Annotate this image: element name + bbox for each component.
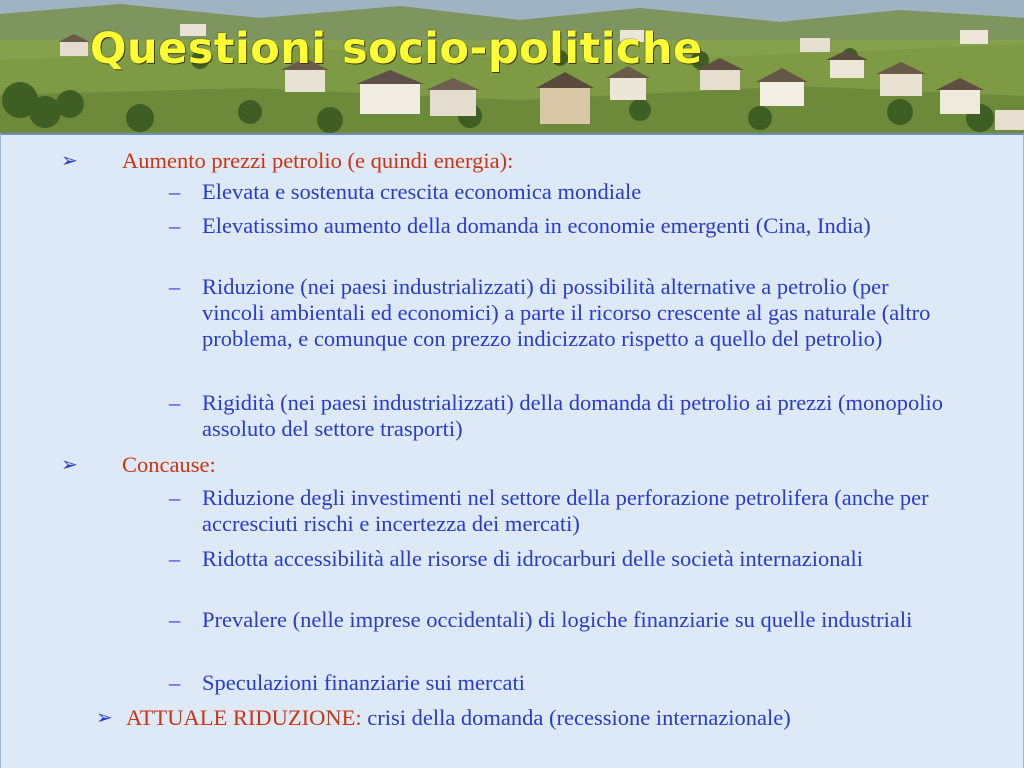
highlight-description: crisi della domanda (recessione internazionale) <box>361 705 791 730</box>
bullet-level1-text: Aumento prezzi petrolio (e quindi energia): <box>122 148 514 173</box>
dash-bullet-icon: – <box>169 390 181 415</box>
bullet-level2-item <box>169 607 949 633</box>
dash-bullet-icon: – <box>169 607 181 632</box>
header-banner-photo <box>0 0 1024 133</box>
dash-bullet-icon: – <box>169 485 181 510</box>
dash-bullet-icon: – <box>169 179 181 204</box>
bullet-level2-text: Ridotta accessibilità alle risorse di idrocarburi delle società internazionali <box>202 546 864 571</box>
bullet-level2-text: Riduzione degli investimenti nel settore della perforazione petrolifera (anche per accresciuti rischi e incertezza dei mercati) <box>202 485 929 536</box>
bullet-level2-text: Elevata e sostenuta crescita economica mondiale <box>202 179 642 204</box>
highlight-label: ATTUALE RIDUZIONE: <box>126 705 362 730</box>
bullet-level1-item <box>96 705 816 731</box>
bullet-level2-item <box>169 546 949 572</box>
arrow-bullet-icon: ➢ <box>96 707 113 729</box>
bullet-level2-text: Prevalere (nelle imprese occidentali) di logiche finanziarie su quelle industriali <box>202 607 913 632</box>
dash-bullet-icon: – <box>169 274 181 299</box>
bullet-level2-text: Speculazioni finanziarie sui mercati <box>202 670 525 695</box>
dash-bullet-icon: – <box>169 213 181 238</box>
content-panel <box>0 133 1024 768</box>
arrow-bullet-icon: ➢ <box>61 150 78 172</box>
dash-bullet-icon: – <box>169 546 181 571</box>
bullet-level2-item <box>169 213 949 239</box>
bullet-level2-text: Rigidità (nei paesi industrializzati) della domanda di petrolio ai prezzi (monopolio assoluto del settore trasporti) <box>202 390 944 441</box>
arrow-bullet-icon: ➢ <box>61 454 78 476</box>
bullet-level1-text: Concause: <box>122 452 216 477</box>
dash-bullet-icon: – <box>169 670 181 695</box>
bullet-level2-text: Riduzione (nei paesi industrializzati) di possibilità alternative a petrolio (per vincoli ambientali ed economici) a parte il ricorso crescente al gas naturale (altro problema, e comunque con prezzo indicizzato rispetto a quello del petrolio) <box>202 274 931 351</box>
bullet-level1-text <box>126 705 816 731</box>
bullet-level2-item <box>169 670 949 696</box>
bullet-level2-text: Elevatissimo aumento della domanda in economie emergenti (Cina, India) <box>202 213 871 238</box>
bullet-level2-item <box>169 485 949 537</box>
slide-title: Questioni socio-politiche <box>90 24 703 74</box>
bullet-level2-item <box>169 390 949 442</box>
bullet-level2-item <box>169 274 949 352</box>
bullet-level2-item <box>169 179 949 205</box>
